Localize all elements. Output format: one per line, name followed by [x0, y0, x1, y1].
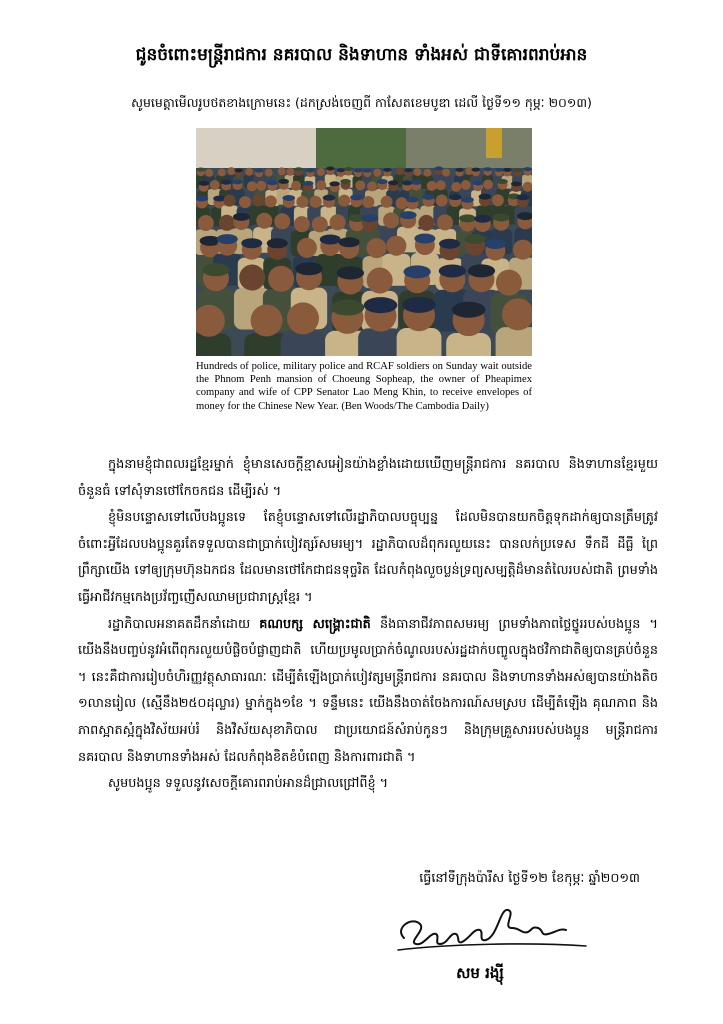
officer-head [265, 195, 277, 207]
officer-head [268, 266, 294, 292]
officer-head [492, 194, 504, 206]
officer-cap [329, 181, 340, 186]
officer-head [291, 181, 301, 191]
officer-head [513, 240, 532, 260]
officer-head [427, 181, 437, 191]
officer-head [287, 302, 319, 334]
officer-cap [362, 214, 379, 222]
officer-cap [422, 194, 435, 200]
officer-cap [461, 197, 474, 203]
document-title: ជូនចំពោះមន្ត្រីរាជការ នគរបាល និងទាហាន ទាំងអស់ ជាទីគោរពរាប់អាន [135, 45, 588, 65]
officer-cap [485, 239, 506, 249]
officer-head [413, 168, 421, 176]
officer-cap [479, 194, 492, 200]
officer-head [297, 238, 317, 258]
officer-cap [472, 168, 480, 172]
officer-head [278, 167, 286, 175]
officer-cap [452, 302, 486, 318]
officer-head [367, 268, 393, 294]
officer-cap [495, 168, 503, 172]
paragraph-2: ខ្ញុំមិនបន្ទោសទៅលើបងប្អូនទេ តែខ្ញុំបន្ទោសទៅលើរដ្ឋាភិបាលបច្ចុប្បន្ន ដែលមិនបានយកចិត្តទុកដាក់ឲ្យបានត្រឹមត្រូវចំពោះអ្វីដែលបងប្អូនគួរតែទទួលបានជាប្រាក់បៀវត្សរ៍សមរម្យ។ រដ្ឋាភិបាលដ៏ពុករលួយនេះ បានលក់ប្រទេស ទឹកដី ដីធ្លី ព្រៃព្រឹក្សាយើង ទៅឲ្យក្រុមហ៊ុនឯកជន ដែលមានថៅកែជាជនទុច្ចរិត ដែលកំពុងលួចប្លន់ទ្រព្យសម្បត្តិដ៏មានតំលៃរបស់ជាតិ ព្រមទាំងធ្វើអាជីវកម្មកេងប្រវ័ញ្ចញើសឈាមប្រជារាស្ត្រខ្មែរ ។ [78, 510, 658, 605]
officer-cap [404, 168, 412, 172]
officer-head [210, 180, 220, 190]
officer-cap [196, 196, 208, 202]
officer-cap [233, 213, 250, 221]
crowd-of-officers [196, 166, 532, 356]
officer-body [397, 328, 442, 356]
officer-cap [363, 169, 371, 173]
officer-cap [320, 234, 341, 244]
closing-line: សូមបងប្អូន ទទួលនូវសេចក្តីគោរពរាប់អានដ៏ជ្រាលជ្រៅពីខ្ញុំ ។ [108, 776, 389, 792]
officer-head [316, 180, 326, 190]
officer-head [362, 196, 374, 208]
officer-cap [295, 262, 322, 275]
officer-cap [474, 215, 491, 223]
officer-head [355, 180, 365, 190]
officer-cap [402, 180, 413, 185]
officer-head [205, 169, 213, 177]
officer-head [312, 216, 328, 232]
officer-body [358, 328, 403, 356]
paragraph-3-intro: រដ្ឋាភិបាលអនាគតដឹកនាំដោយ [108, 616, 260, 632]
officer-head [239, 265, 265, 291]
officer-body [281, 331, 326, 356]
officer-cap [282, 195, 295, 201]
officer-head [252, 194, 264, 206]
officer-head [330, 214, 346, 230]
officer-head [496, 270, 522, 296]
document-subtitle: សូមមេត្តាមើលរូបថតខាងក្រោមនេះ (ដកស្រង់ចេញពី កាសែតខេមបូឌា ដេលី ថ្ងៃទី១១ កុម្ភៈ ២០១៣) [131, 95, 592, 110]
officer-head [310, 196, 322, 208]
officer-head [296, 196, 308, 208]
officer-cap [344, 167, 352, 171]
officer-cap [340, 179, 351, 184]
officer-head [317, 168, 325, 176]
trees [316, 128, 406, 168]
officer-cap [414, 234, 435, 244]
officer-cap [439, 239, 460, 249]
officer-head [423, 169, 431, 177]
officer-head [386, 236, 406, 256]
officer-cap [323, 195, 336, 201]
news-photo [196, 128, 532, 356]
officer-cap [439, 264, 466, 277]
officer-head [396, 197, 408, 209]
officer-head [383, 212, 399, 228]
officer-cap [303, 181, 314, 186]
officer-head [436, 195, 448, 207]
officer-head [294, 216, 310, 232]
officer-cap [217, 234, 238, 244]
officer-cap [434, 166, 442, 170]
officer-head [256, 213, 272, 229]
officer-cap [337, 267, 364, 280]
letter-body [78, 452, 658, 798]
officer-cap [221, 180, 232, 185]
officer-head [227, 167, 235, 175]
place-and-date: ធ្វើនៅទីក្រុងប៉ារីស ថ្ងៃទី១២ ខែកុម្ភៈ ឆ្នាំ២០១៣ [419, 871, 640, 886]
officer-head [247, 181, 257, 191]
officer-head [381, 196, 393, 208]
officer-cap [350, 194, 363, 200]
officer-cap [241, 238, 262, 248]
officer-head [338, 195, 350, 207]
officer-cap [331, 300, 365, 316]
officer-cap [234, 168, 242, 172]
officer-cap [294, 167, 302, 171]
paragraph-3-rest: នឹងធានាជីវភាពសមរម្យ ព្រមទាំងភាពថ្លៃថ្នូររបស់បងប្អូន ។ យើងនឹងបញ្ចប់នូវអំពើពុករលួយបំផ្លិចបំផ្លាញជាតិ ហើយប្រមូលប្រាក់ចំណូលរបស់រដ្ឋដាក់បញ្ចូលក្នុងថវិកាជាតិឲ្យបានគ្រប់ចំនួន ។ នេះគឺជាការរៀបចំហិរញ្ញវត្ថុសាធារណៈ ដើម្បីតំឡើងប្រាក់បៀវត្សមន្ត្រីរាជការ នគរបាល និងទាហានទាំងអស់ឲ្យបានយ៉ាងតិច ១លានរៀល (ស្មើនឹង២៥០ដុល្លារ) ម្នាក់ក្នុង១ខែ ។ ទន្ទឹមនេះ យើងនឹងចាត់ចែងការណ៍សមស្រប ដើម្បីតំឡើង គុណភាព និងភាពស្អាតស្អំក្នុងវិស័យអប់រំ និងវិស័យសុខាភិបាល ជាប្រយោជន៍សំរាប់កូនៗ និងក្រុមគ្រួសាររបស់បងប្អូន មន្ត្រីរាជការ នគរបាល និងទាហានទាំងអស់ ដែលកំពុងខិតខំបំពេញ និងការពារជាតិ ។ [78, 616, 658, 765]
officer-head [265, 169, 273, 177]
officer-head [251, 304, 283, 336]
officer-cap [306, 168, 314, 172]
officer-head [274, 213, 290, 229]
officer-cap [523, 167, 531, 171]
officer-head [245, 168, 253, 176]
officer-cap [388, 180, 399, 185]
officer-cap [400, 211, 417, 219]
officer-body [446, 333, 491, 356]
officer-cap [468, 264, 495, 277]
officer-cap [267, 238, 288, 248]
officer-cap [326, 167, 334, 171]
crowd-photo-illustration [196, 128, 532, 356]
officer-head [461, 180, 471, 190]
officer-cap [465, 234, 486, 244]
officer-head [198, 215, 214, 231]
officer-cap [503, 168, 511, 172]
officer-cap [199, 181, 210, 186]
officer-cap [455, 168, 463, 172]
officer-head [367, 181, 377, 191]
officer-body [496, 327, 532, 356]
officer-cap [511, 181, 522, 186]
officer-cap [402, 297, 436, 313]
signer-name: សម រង្ស៊ី [456, 964, 504, 982]
officer-head [436, 180, 446, 190]
officer-cap [493, 213, 510, 221]
officer-cap [339, 237, 360, 247]
party-name: គណបក្ស សង្គ្រោះជាតិ [259, 616, 371, 632]
officer-head [256, 181, 266, 191]
officer-cap [377, 179, 388, 184]
officer-cap [473, 180, 484, 185]
officer-head [442, 169, 450, 177]
officer-cap [255, 169, 263, 173]
officer-cap [232, 179, 243, 184]
officer-head [219, 215, 235, 231]
officer-cap [406, 197, 419, 203]
officer-cap [403, 265, 430, 278]
officer-head [239, 196, 251, 208]
officer-head [373, 169, 381, 177]
officer-cap [514, 168, 522, 172]
officer-cap [337, 168, 345, 172]
officer-cap [483, 167, 491, 171]
officer-cap [278, 179, 289, 184]
officer-cap [449, 194, 462, 200]
yellow-sign [486, 128, 502, 158]
officer-body [196, 334, 231, 356]
officer-cap [517, 194, 530, 200]
officer-cap [497, 179, 508, 184]
officer-cap [267, 180, 278, 185]
officer-head [367, 238, 387, 258]
officer-head [396, 167, 404, 175]
paragraph-1: ក្នុងនាមខ្ញុំជាពលរដ្ឋខ្មែរម្នាក់ ខ្ញុំមានសេចក្តីខ្មាសអៀនយ៉ាងខ្លាំងដោយឃើញមន្ត្រីរាជការ នគរបាល និងទាហានខ្មែរមួយចំនួនធំ ទៅសុំទានថៅកែចកជន ដើម្បីរស់ ។ [78, 457, 658, 499]
officer-head [218, 168, 226, 176]
officer-head [286, 168, 294, 176]
officer-cap [383, 168, 391, 172]
officer-cap [411, 180, 422, 185]
officer-cap [197, 168, 205, 172]
building-wall [196, 128, 316, 174]
officer-cap [202, 263, 229, 276]
officer-cap [354, 168, 362, 172]
officer-head [437, 214, 453, 230]
officer-head [418, 215, 434, 231]
handwritten-signature [390, 898, 590, 962]
officer-head [483, 180, 493, 190]
paragraph-3 [78, 612, 658, 772]
officer-cap [364, 297, 398, 313]
officer-head [224, 195, 236, 207]
photo-caption: Hundreds of police, military police and RCAF soldiers on Sunday wait outside the Phnom Penh mansion of Choeung Sopheap, the owner of Pheapimex company and wife of CPP Senator Lao Meng Khin, to receive envelopes of money for the Chinese New Year. (Ben Woods/The Cambodia Daily) [196, 361, 532, 412]
officer-cap [459, 214, 476, 222]
